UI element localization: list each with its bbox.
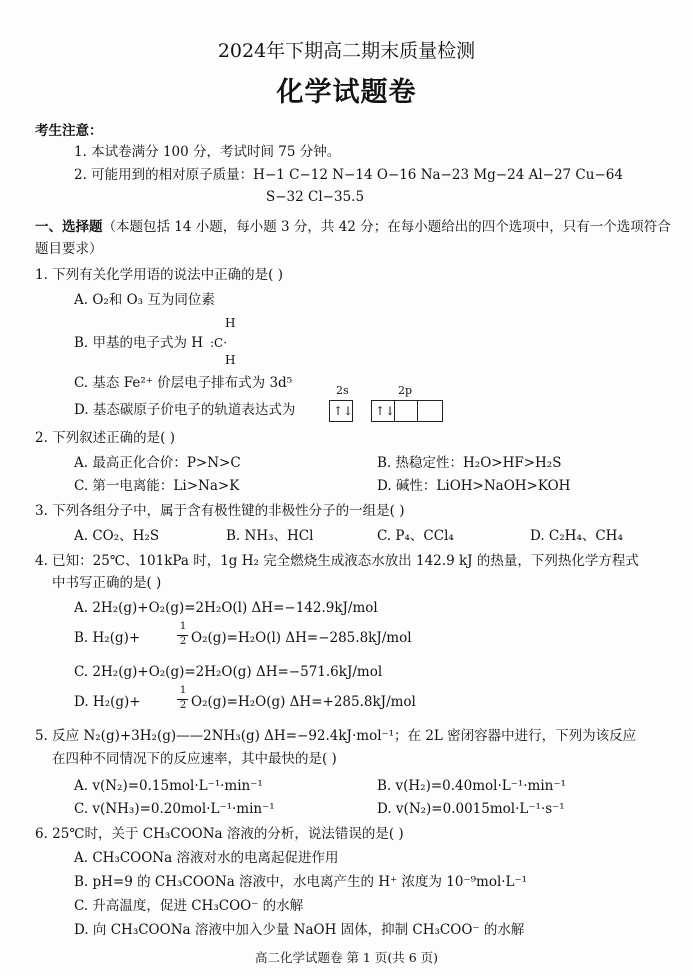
orbital-2p-box-2 xyxy=(394,400,418,422)
orbital-2s-arrows: ↑↓ xyxy=(333,404,354,418)
q2-option-b: B. 热稳定性：H₂O>HF>H₂S xyxy=(377,455,562,471)
q5-stem-line-1: 5. 反应 N₂(g)+3H₂(g)——2NH₃(g) ΔH=−92.4kJ·mol⁻¹；在 2L 密闭容器中进行，下列为该反应 xyxy=(35,728,637,744)
q4-d-frac-den: 2 xyxy=(179,700,187,711)
notice-heading: 考生注意： xyxy=(35,123,103,139)
q3-stem: 3. 下列各组分子中，属于含有极性键的非极性分子的一组是( ) xyxy=(35,503,405,519)
notice-item-2-line-1: 2. 可能用到的相对原子质量：H−1 C−12 N−14 O−16 Na−23 Mg−24 Al−27 Cu−64 xyxy=(74,167,623,183)
orbital-2p-arrows: ↑↓ xyxy=(375,404,396,418)
label-2p: 2p xyxy=(398,384,413,397)
q6-stem: 6. 25℃时，关于 CH₃COONa 溶液的分析，说法错误的是( ) xyxy=(35,826,404,842)
section-desc-2: 题目要求） xyxy=(35,241,103,257)
q4-d-frac-num: 1 xyxy=(179,685,187,696)
q5-option-c: C. v(NH₃)=0.20mol·L⁻¹·min⁻¹ xyxy=(74,801,275,817)
q4-option-d-post: O₂(g)=H₂O(g) ΔH=+285.8kJ/mol xyxy=(191,694,416,710)
q4-option-b-pre: B. H₂(g)+ xyxy=(74,630,141,646)
q4-stem-line-1: 4. 已知：25℃、101kPa 时，1g H₂ 完全燃烧生成液态水放出 142.9 kJ 的热量，下列热化学方程式 xyxy=(35,553,639,569)
q4-option-a: A. 2H₂(g)+O₂(g)=2H₂O(l) ΔH=−142.9kJ/mol xyxy=(74,600,378,616)
q6-option-a: A. CH₃COONa 溶液对水的电离起促进作用 xyxy=(74,850,339,866)
q3-option-a: A. CO₂、H₂S xyxy=(74,528,160,544)
section-heading xyxy=(35,219,671,235)
q1-option-b: B. 甲基的电子式为 H xyxy=(74,335,204,351)
orbital-2p-box-3 xyxy=(417,400,443,422)
methyl-top-h: H xyxy=(225,316,236,330)
q4-option-c: C. 2H₂(g)+O₂(g)=2H₂O(g) ΔH=−571.6kJ/mol xyxy=(74,664,383,680)
methyl-dots-left: :C· xyxy=(210,336,228,350)
q1-option-a: A. O₂和 O₃ 互为同位素 xyxy=(74,292,215,308)
label-2s: 2s xyxy=(336,384,349,397)
q5-stem-line-2: 在四种不同情况下的反应速率，其中最快的是( ) xyxy=(52,751,337,767)
q2-stem: 2. 下列叙述正确的是( ) xyxy=(35,430,175,446)
notice-item-1: 1. 本试卷满分 100 分，考试时间 75 分钟。 xyxy=(74,144,341,160)
notice-item-2-line-2: S−32 Cl−35.5 xyxy=(266,189,365,205)
q2-option-d: D. 碱性：LiOH>NaOH>KOH xyxy=(377,478,571,494)
exam-subject-title: 化学试题卷 xyxy=(276,77,417,108)
q1-option-c: C. 基态 Fe²⁺ 价层电子排布式为 3d⁵ xyxy=(74,375,293,391)
q4-b-frac-num: 1 xyxy=(179,621,187,632)
q4-option-b-post: O₂(g)=H₂O(l) ΔH=−285.8kJ/mol xyxy=(191,630,412,646)
q2-option-c: C. 第一电离能：Li>Na>K xyxy=(74,478,240,494)
q3-option-b: B. NH₃、HCl xyxy=(226,528,314,544)
q5-option-d: D. v(N₂)=0.0015mol·L⁻¹·s⁻¹ xyxy=(377,801,565,817)
q2-option-a: A. 最高正化合价：P>N>C xyxy=(74,455,241,471)
q4-option-d-pre: D. H₂(g)+ xyxy=(74,694,141,710)
section-title: 一、选择题 xyxy=(35,219,103,235)
q4-b-frac-den: 2 xyxy=(179,636,187,647)
q6-option-d: D. 向 CH₃COONa 溶液中加入少量 NaOH 固体，抑制 CH₃COO⁻ 的水解 xyxy=(74,922,525,938)
q5-option-b: B. v(H₂)=0.40mol·L⁻¹·min⁻¹ xyxy=(377,778,566,794)
q3-option-c: C. P₄、CCl₄ xyxy=(377,528,454,544)
exam-header-title: 2024年下期高二期末质量检测 xyxy=(217,40,476,62)
q6-option-c: C. 升高温度，促进 CH₃COO⁻ 的水解 xyxy=(74,898,304,914)
section-desc-1: （本题包括 14 小题，每小题 3 分，共 42 分；在每小题给出的四个选项中，只有一个选项符合 xyxy=(102,219,671,235)
q4-stem-line-2: 中书写正确的是( ) xyxy=(52,575,162,591)
q1-option-d: D. 基态碳原子价电子的轨道表达式为 xyxy=(74,402,296,418)
q6-option-b: B. pH=9 的 CH₃COONa 溶液中，水电离产生的 H⁺ 浓度为 10⁻⁹mol·L⁻¹ xyxy=(74,874,528,890)
page-footer: 高二化学试题卷 第 1 页(共 6 页) xyxy=(254,950,439,965)
methyl-bottom-h: H xyxy=(225,353,236,367)
q3-option-d: D. C₂H₄、CH₄ xyxy=(530,528,623,544)
q1-stem: 1. 下列有关化学用语的说法中正确的是( ) xyxy=(35,267,283,283)
q5-option-a: A. v(N₂)=0.15mol·L⁻¹·min⁻¹ xyxy=(74,778,263,794)
